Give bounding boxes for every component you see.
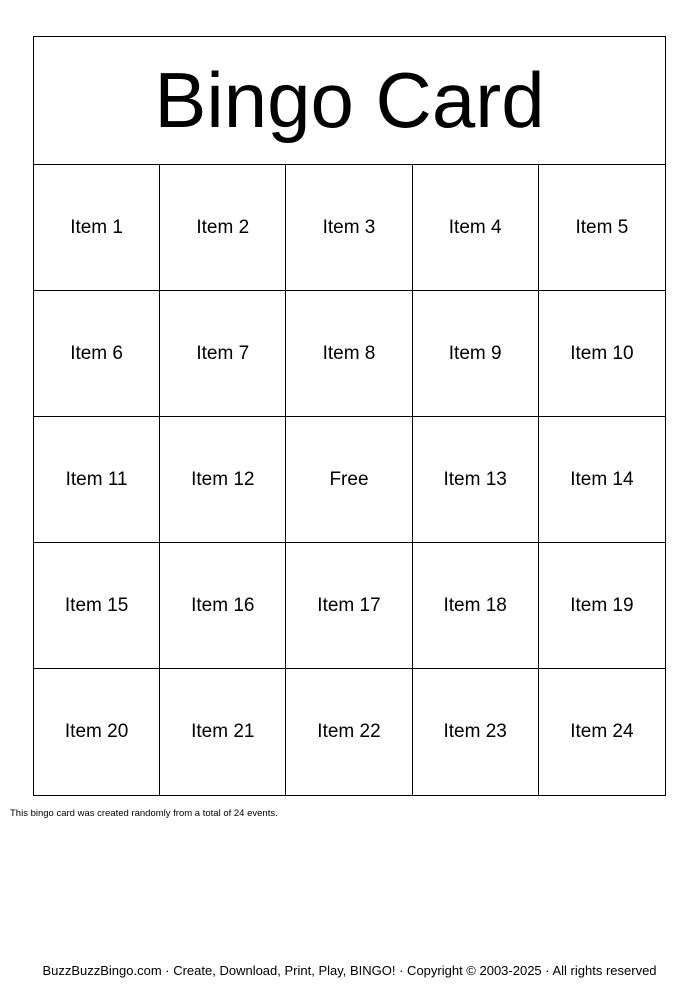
bingo-cell: Item 19 [539, 543, 665, 669]
bingo-cell: Item 1 [34, 165, 160, 291]
bingo-cell: Item 5 [539, 165, 665, 291]
page-footer: BuzzBuzzBingo.com · Create, Download, Print, Play, BINGO! · Copyright © 2003-2025 · All rights reserved [42, 963, 657, 978]
bingo-cell: Item 17 [286, 543, 412, 669]
free-space-cell: Free [286, 417, 412, 543]
bingo-cell: Item 2 [160, 165, 286, 291]
card-title: Bingo Card [34, 37, 665, 165]
bingo-cell: Item 12 [160, 417, 286, 543]
bingo-cell: Item 13 [413, 417, 539, 543]
bingo-cell: Item 16 [160, 543, 286, 669]
bingo-card [33, 36, 666, 796]
bingo-cell: Item 15 [34, 543, 160, 669]
bingo-cell: Item 21 [160, 669, 286, 795]
bingo-cell: Item 8 [286, 291, 412, 417]
bingo-cell: Item 10 [539, 291, 665, 417]
bingo-grid [34, 165, 665, 795]
bingo-cell: Item 9 [413, 291, 539, 417]
bingo-cell: Item 11 [34, 417, 160, 543]
bingo-cell: Item 22 [286, 669, 412, 795]
bingo-cell: Item 20 [34, 669, 160, 795]
bingo-cell: Item 18 [413, 543, 539, 669]
bingo-cell: Item 14 [539, 417, 665, 543]
bingo-cell: Item 4 [413, 165, 539, 291]
bingo-cell: Item 24 [570, 721, 634, 742]
note-line: This bingo card was created randomly from a total of 24 events. [10, 808, 278, 819]
bingo-cell: Item 7 [160, 291, 286, 417]
bingo-cell: Item 23 [413, 669, 539, 795]
bingo-cell: Item 3 [286, 165, 412, 291]
bingo-cell: Item 6 [34, 291, 160, 417]
generation-note [10, 807, 690, 821]
